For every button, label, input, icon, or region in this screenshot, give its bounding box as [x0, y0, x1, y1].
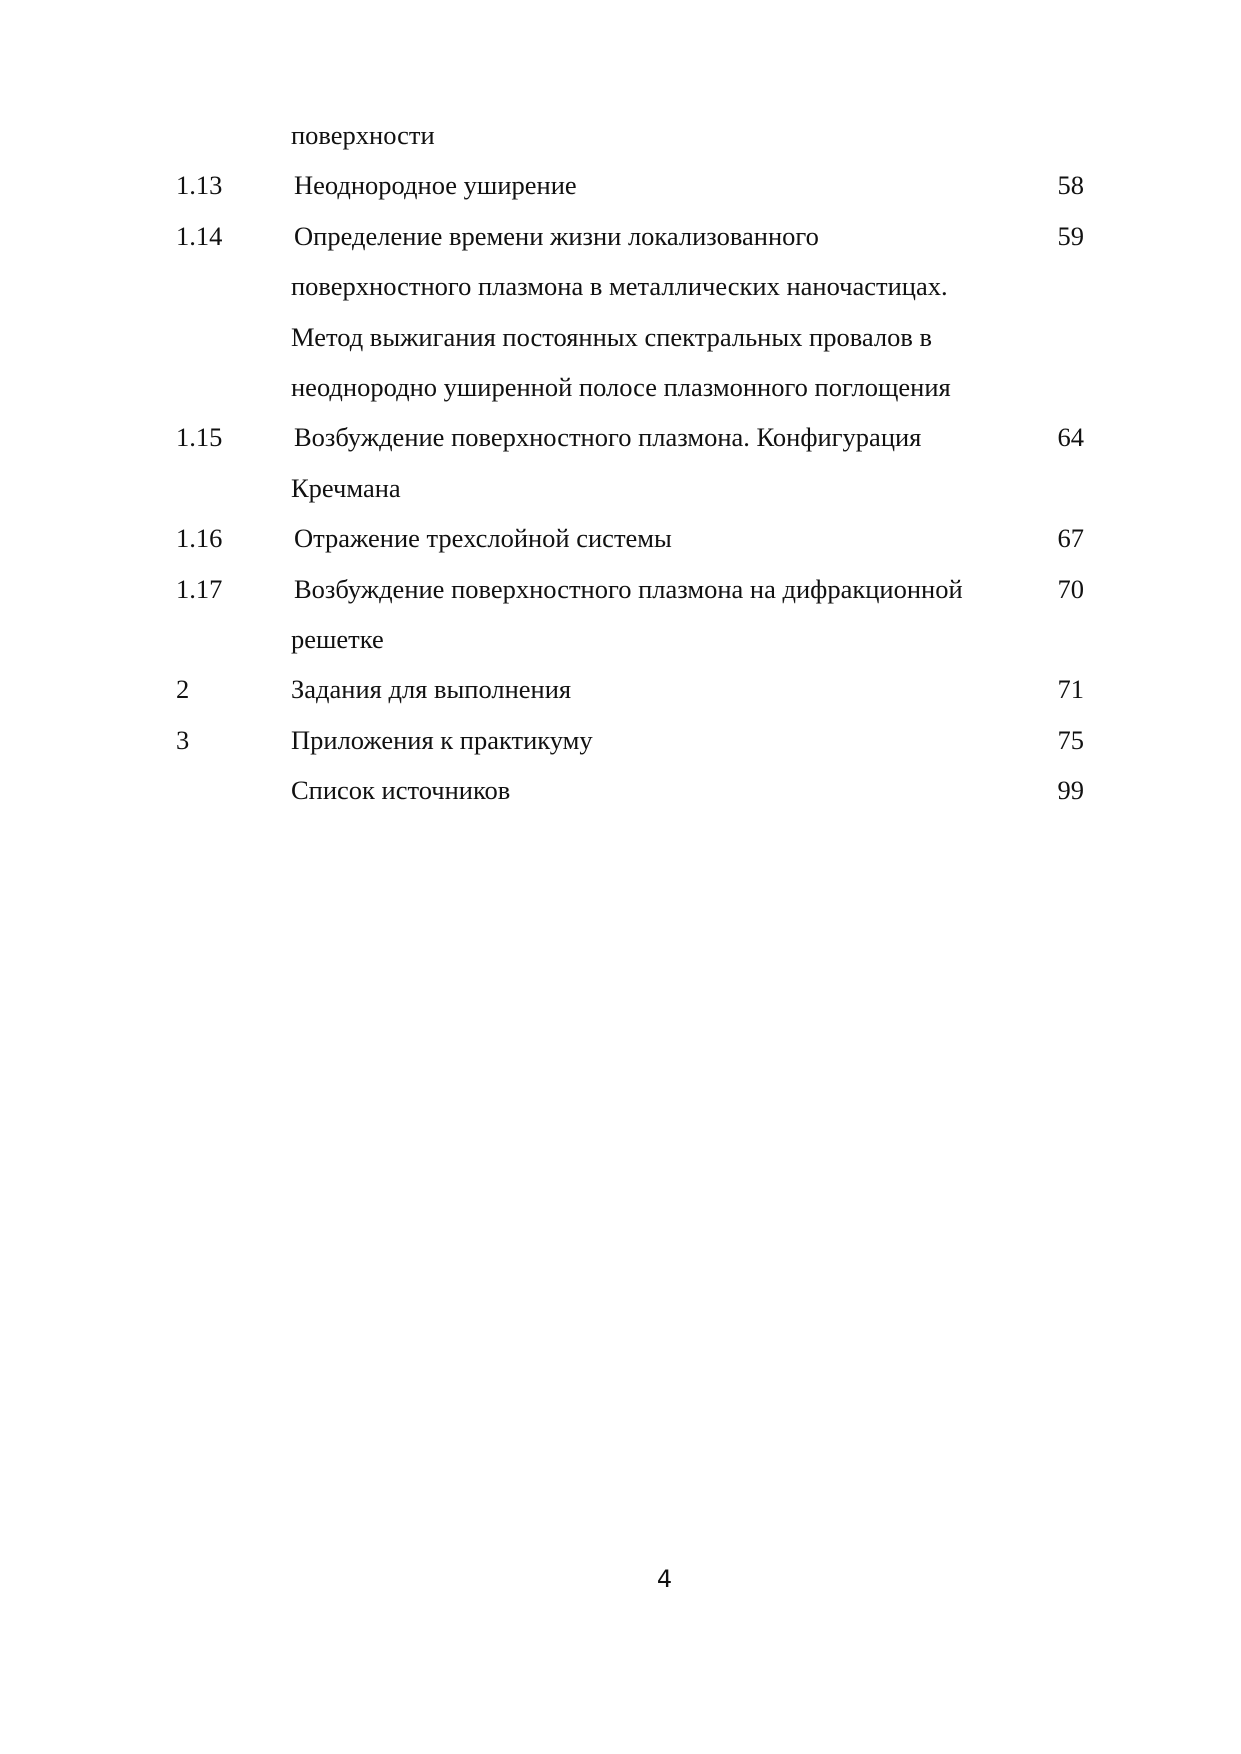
toc-section-title: Возбуждение поверхностного плазмона на дифракционной — [294, 573, 963, 604]
table-of-contents — [0, 110, 1241, 815]
toc-line — [0, 765, 1241, 815]
toc-section-title: Кречмана — [291, 472, 401, 503]
toc-section-title: Отражение трехслойной системы — [294, 523, 672, 554]
toc-line — [0, 160, 1241, 210]
toc-line — [0, 614, 1241, 664]
toc-section-title: Список источников — [291, 775, 511, 806]
toc-section-number: 3 — [176, 724, 190, 755]
toc-line — [0, 664, 1241, 714]
toc-section-number: 1.14 — [176, 220, 223, 251]
toc-section-title: поверхности — [291, 120, 435, 150]
toc-line — [0, 412, 1241, 462]
toc-page-number: 75 — [1057, 724, 1084, 755]
toc-section-title: решетке — [291, 623, 384, 654]
toc-section-title: Метод выжигания постоянных спектральных провалов в — [291, 321, 932, 352]
toc-section-number: 1.16 — [176, 523, 223, 554]
toc-page-number: 58 — [1057, 170, 1084, 201]
toc-line — [0, 312, 1241, 362]
toc-section-title: Возбуждение поверхностного плазмона. Конфигурация — [294, 422, 922, 453]
toc-page-number: 70 — [1057, 573, 1084, 604]
toc-line — [0, 513, 1241, 563]
toc-line — [0, 261, 1241, 311]
toc-section-title: неоднородно уширенной полосе плазмонного поглощения — [291, 371, 951, 402]
toc-section-number: 1.17 — [176, 573, 223, 604]
toc-section-title: поверхностного плазмона в металлических наночастицах. — [291, 271, 948, 302]
toc-section-number: 1.15 — [176, 422, 223, 453]
toc-page-number: 67 — [1057, 523, 1084, 554]
toc-page-number: 59 — [1057, 220, 1084, 251]
toc-section-number: 2 — [176, 674, 190, 705]
toc-line — [0, 463, 1241, 513]
toc-section-title: Определение времени жизни локализованного — [294, 220, 819, 251]
page-number: 4 — [656, 1565, 673, 1593]
toc-line — [0, 564, 1241, 614]
toc-page-number: 99 — [1057, 775, 1084, 806]
toc-section-title: Приложения к практикуму — [291, 724, 593, 755]
toc-line — [0, 362, 1241, 412]
toc-page-number: 64 — [1057, 422, 1084, 453]
toc-line — [0, 211, 1241, 261]
toc-section-title: Неоднородное уширение — [294, 170, 577, 201]
toc-section-number: 1.13 — [176, 170, 223, 201]
toc-page-number: 71 — [1057, 674, 1084, 705]
toc-line — [0, 110, 1241, 160]
toc-section-title: Задания для выполнения — [291, 674, 572, 705]
toc-line — [0, 715, 1241, 765]
